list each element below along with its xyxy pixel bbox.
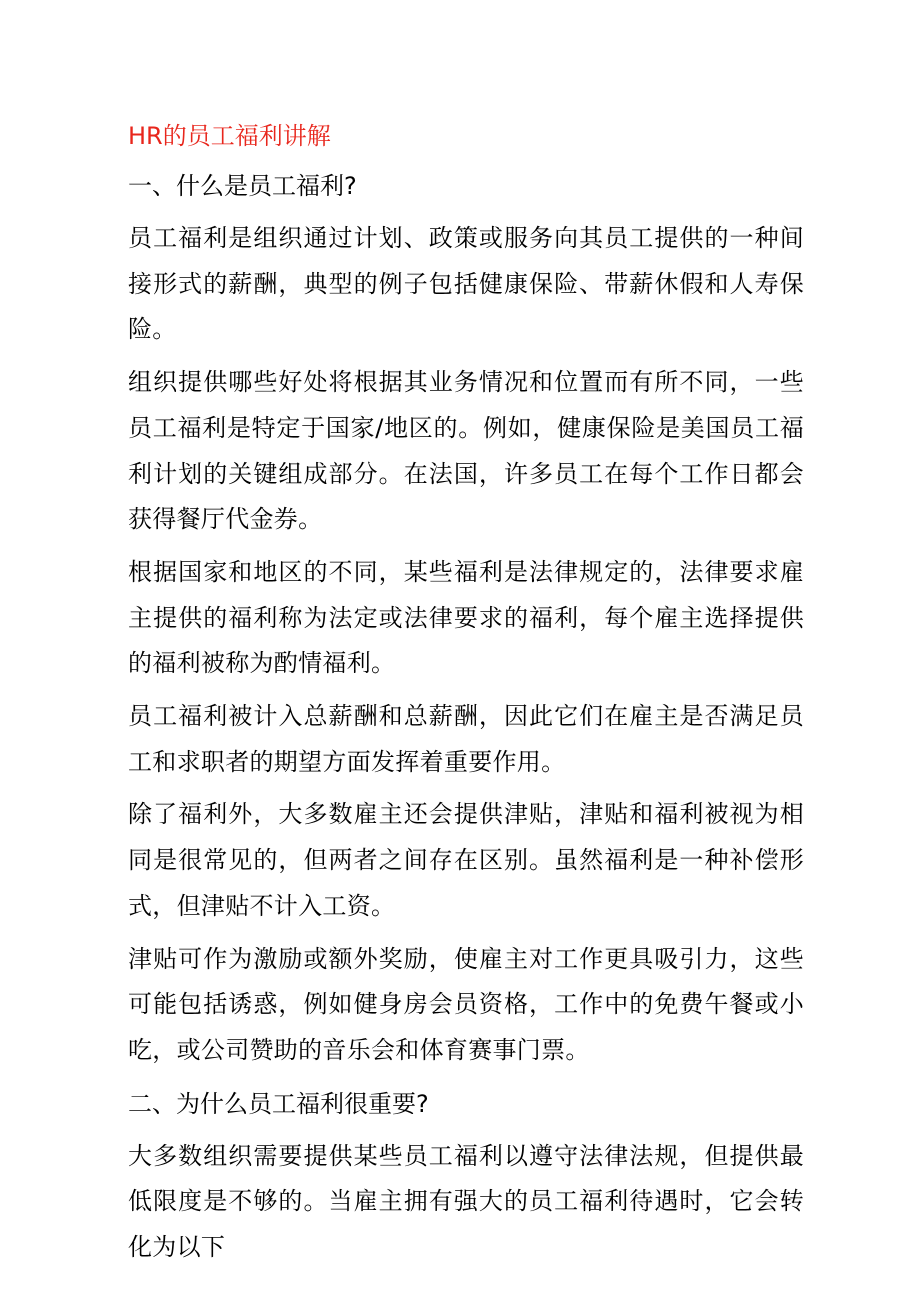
paragraph: 除了福利外，大多数雇主还会提供津贴，津贴和福利被视为相同是很常见的，但两者之间存在区别。虽然福利是一种补偿形式，但津贴不计入工资。 xyxy=(128,800,804,920)
document-page xyxy=(128,113,804,1278)
paragraph: 组织提供哪些好处将根据其业务情况和位置而有所不同，一些员工福利是特定于国家/地区的。例如，健康保险是美国员工福利计划的关键组成部分。在法国，许多员工在每个工作日都会获得餐厅代金券。 xyxy=(128,368,804,534)
paragraph: 大多数组织需要提供某些员工福利以遵守法律法规，但提供最低限度是不够的。当雇主拥有强大的员工福利待遇时，它会转化为以下 xyxy=(128,1141,804,1262)
section-heading-what-are-benefits: 一、什么是员工福利? xyxy=(128,172,357,200)
paragraph: 津贴可作为激励或额外奖励，使雇主对工作更具吸引力，这些可能包括诱惑，例如健身房会员资格，工作中的免费午餐或小吃，或公司赞助的音乐会和体育赛事门票。 xyxy=(128,944,804,1064)
section-heading-why-benefits-matter: 二、为什么员工福利很重要? xyxy=(128,1089,429,1118)
document-title: HR的员工福利讲解 xyxy=(128,122,331,150)
paragraph: 员工福利是组织通过计划、政策或服务向其员工提供的一种间接形式的薪酬，典型的例子包括健康保险、带薪休假和人寿保险。 xyxy=(128,224,804,344)
paragraph: 员工福利被计入总薪酬和总薪酬，因此它们在雇主是否满足员工和求职者的期望方面发挥着重要作用。 xyxy=(128,702,804,776)
paragraph: 根据国家和地区的不同，某些福利是法律规定的，法律要求雇主提供的福利称为法定或法律要求的福利，每个雇主选择提供的福利被称为酌情福利。 xyxy=(128,557,804,678)
